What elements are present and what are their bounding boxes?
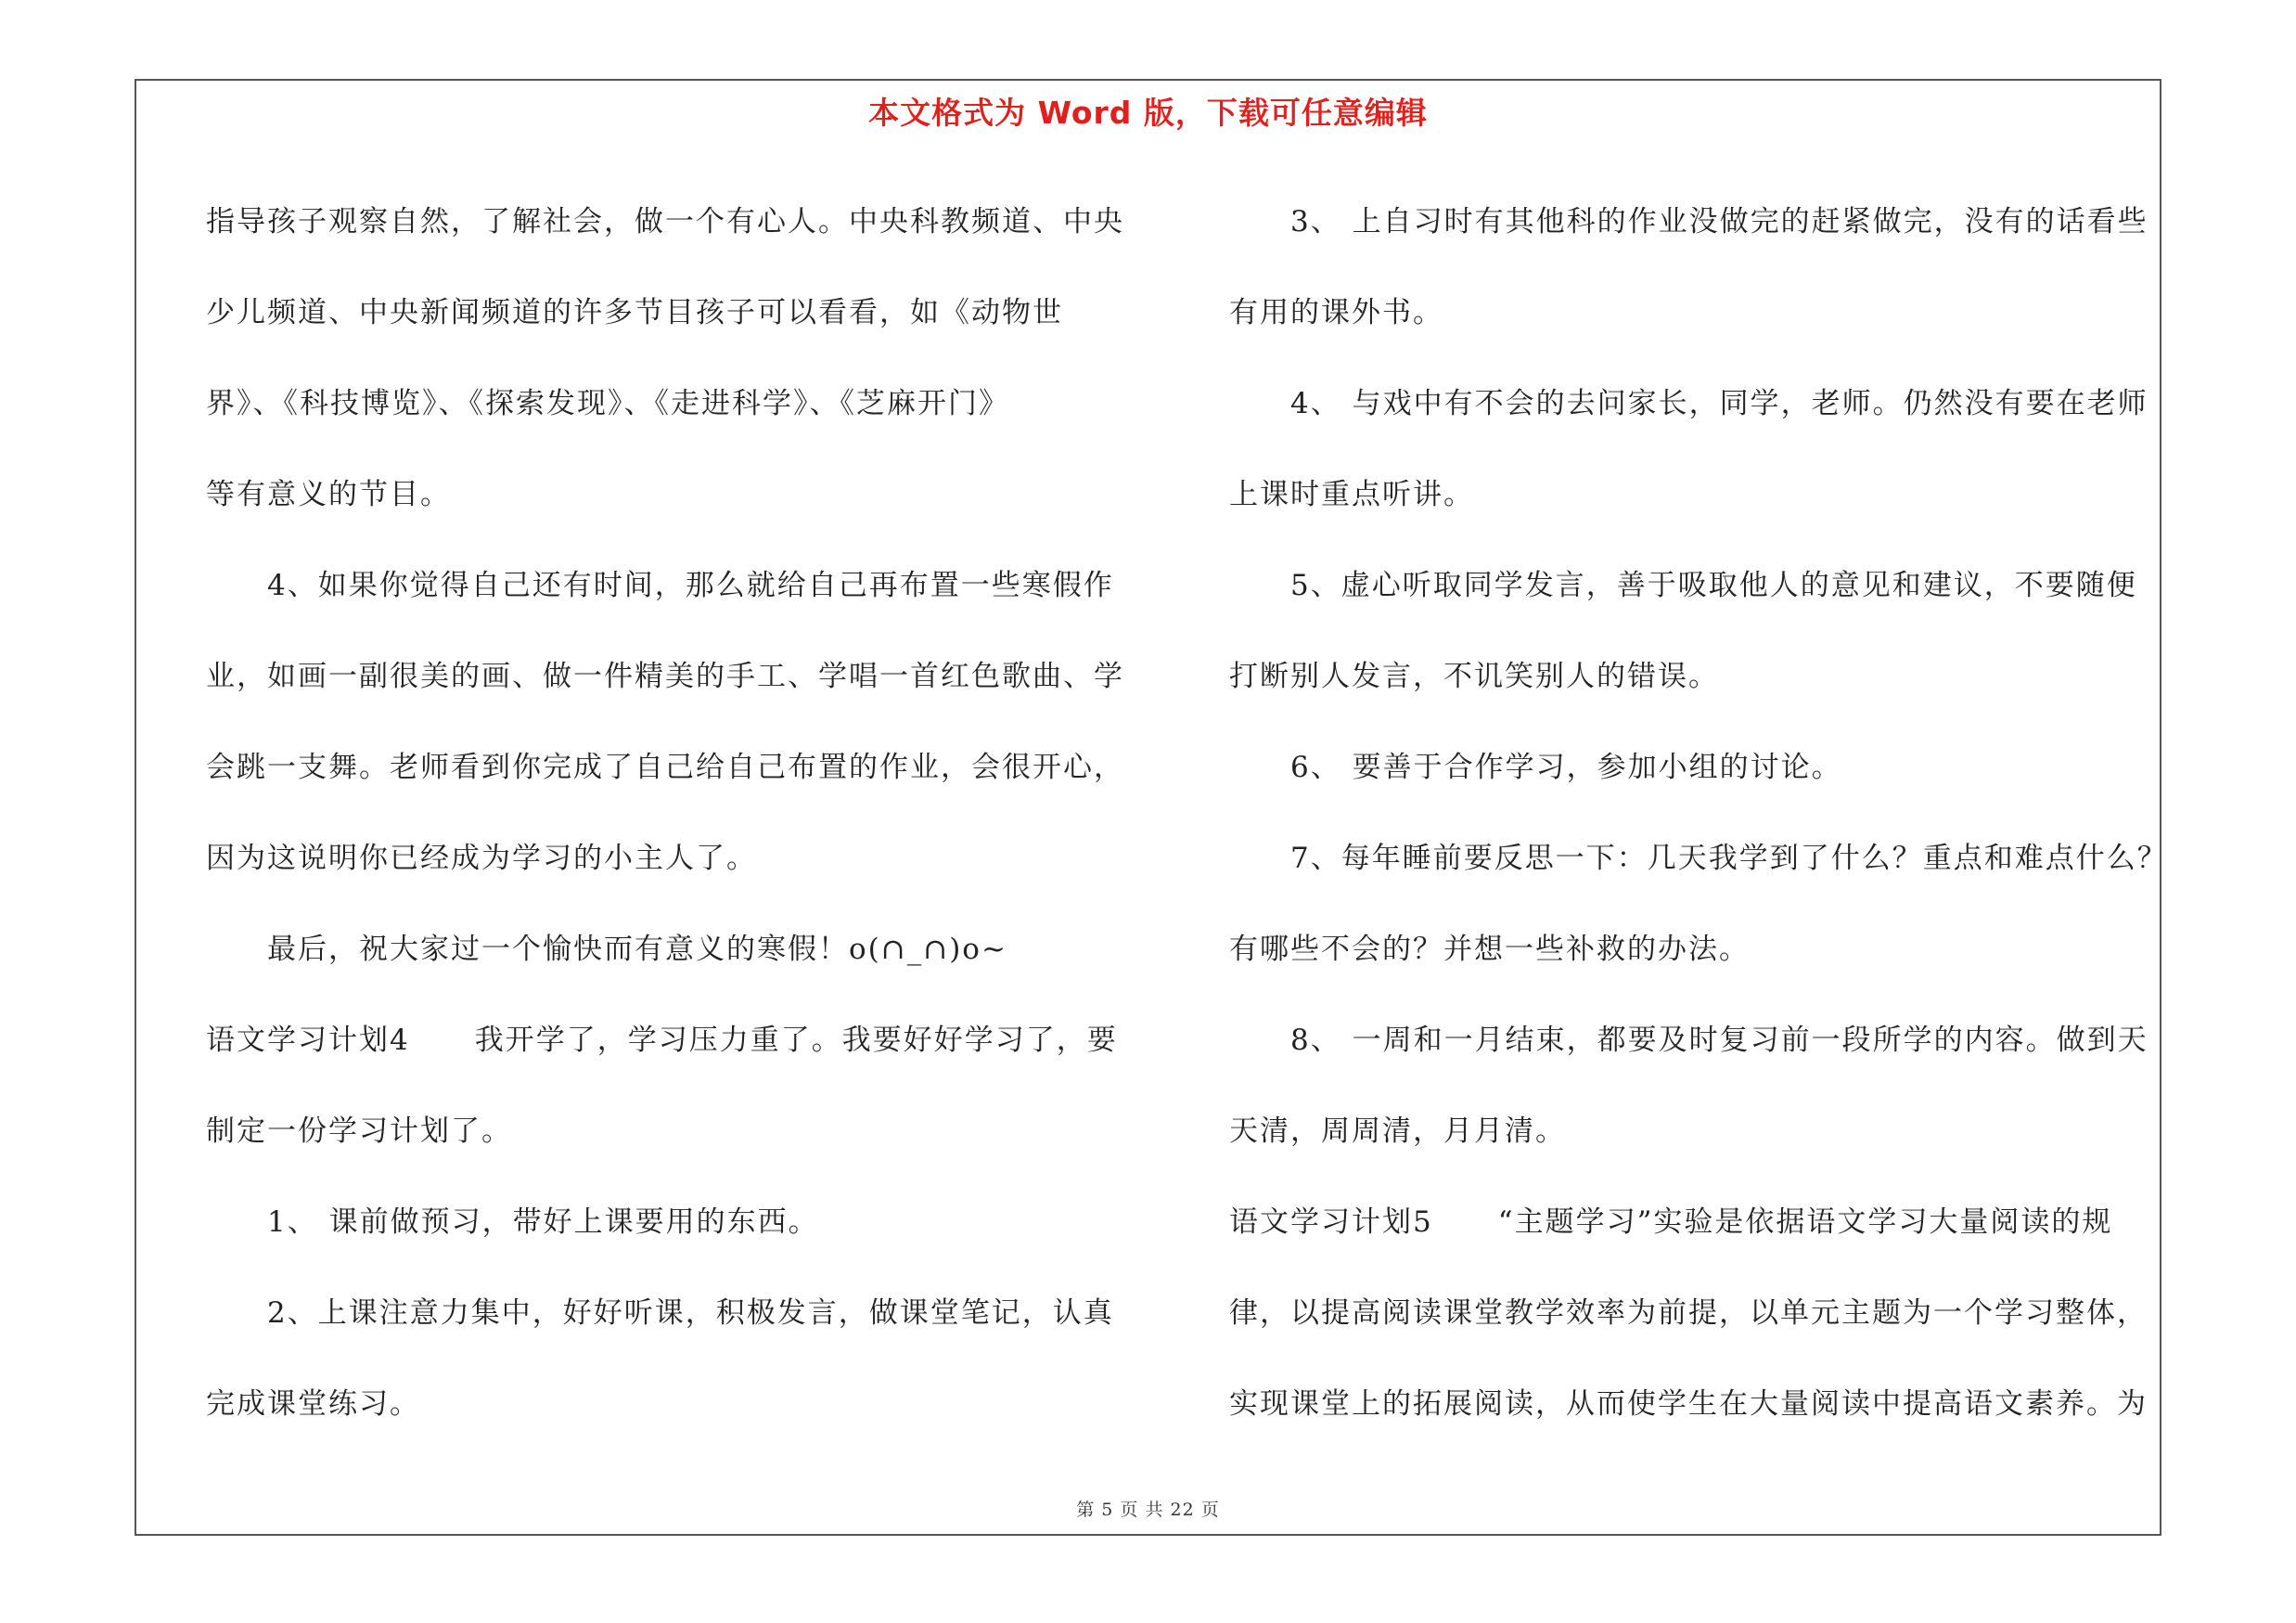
word-format-banner: 本文格式为 Word 版，下载可任意编辑 xyxy=(868,95,1428,131)
paragraph-line: 8、 一周和一月结束，都要及时复习前一段所学的内容。做到天 xyxy=(1290,1024,2148,1057)
plan-4-intro: 我开学了，学习压力重了。我要好好学习了，要 xyxy=(474,1024,1118,1057)
paragraph-line: 2、上课注意力集中，好好听课，积极发言，做课堂笔记，认真 xyxy=(267,1296,1114,1330)
paragraph-line: 打断别人发言，不讥笑别人的错误。 xyxy=(1229,660,1719,693)
paragraph-line: 天清，周周清，月月清。 xyxy=(1229,1114,1566,1148)
paragraph-line: 业，如画一副很美的画、做一件精美的手工、学唱一首红色歌曲、学 xyxy=(206,660,1124,693)
paragraph-line: 5、虚心听取同学发言，善于吸取他人的意见和建议，不要随便 xyxy=(1290,569,2137,602)
paragraph-line: 完成课堂练习。 xyxy=(206,1387,420,1421)
paragraph-line: 制定一份学习计划了。 xyxy=(206,1114,512,1148)
paragraph-line: 界》、《科技博览》、《探索发现》、《走进科学》、《芝麻开门》 xyxy=(206,387,1009,420)
plan-5-heading: 语文学习计划5 xyxy=(1229,1205,1433,1239)
paragraph-line: 6、 要善于合作学习，参加小组的讨论。 xyxy=(1290,751,1842,784)
paragraph-line: 7、每年睡前要反思一下：几天我学到了什么？重点和难点什么？ xyxy=(1290,842,2168,875)
page-number-footer: 第 5 页 共 22 页 xyxy=(1076,1500,1220,1520)
paragraph-line: 4、如果你觉得自己还有时间，那么就给自己再布置一些寒假作 xyxy=(267,569,1114,602)
paragraph-line: 因为这说明你已经成为学习的小主人了。 xyxy=(206,842,757,875)
paragraph-line: 3、 上自习时有其他科的作业没做完的赶紧做完，没有的话看些 xyxy=(1290,205,2148,238)
paragraph-line: 有用的课外书。 xyxy=(1229,296,1443,329)
paragraph-line: 1、 课前做预习，带好上课要用的东西。 xyxy=(267,1205,819,1239)
plan-4-heading: 语文学习计划4 xyxy=(206,1024,410,1057)
paragraph-line: 有哪些不会的？并想一些补救的办法。 xyxy=(1229,933,1750,966)
paragraph-line: 等有意义的节目。 xyxy=(206,478,451,511)
paragraph-line: 少儿频道、中央新闻频道的许多节目孩子可以看看，如《动物世 xyxy=(206,296,1063,329)
paragraph-line: 实现课堂上的拓展阅读，从而使学生在大量阅读中提高语文素养。为 xyxy=(1229,1387,2148,1421)
paragraph-line: 会跳一支舞。老师看到你完成了自己给自己布置的作业，会很开心， xyxy=(206,751,1124,784)
paragraph-line: 上课时重点听讲。 xyxy=(1229,478,1474,511)
paragraph-line: 最后，祝大家过一个愉快而有意义的寒假！o(∩_∩)o~ xyxy=(267,933,1007,966)
plan-5-intro: “主题学习”实验是依据语文学习大量阅读的规 xyxy=(1497,1205,2113,1239)
right-text-column xyxy=(1229,176,2171,1449)
plan-4-heading-line xyxy=(206,995,1143,1086)
paragraph-line: 指导孩子观察自然，了解社会，做一个有心人。中央科教频道、中央 xyxy=(206,205,1124,238)
left-text-column xyxy=(206,176,1143,1449)
paragraph-line: 律，以提高阅读课堂教学效率为前提，以单元主题为一个学习整体， xyxy=(1229,1296,2148,1330)
plan-5-heading-line xyxy=(1229,1177,2171,1268)
paragraph-line: 4、 与戏中有不会的去问家长，同学，老师。仍然没有要在老师 xyxy=(1290,387,2148,420)
